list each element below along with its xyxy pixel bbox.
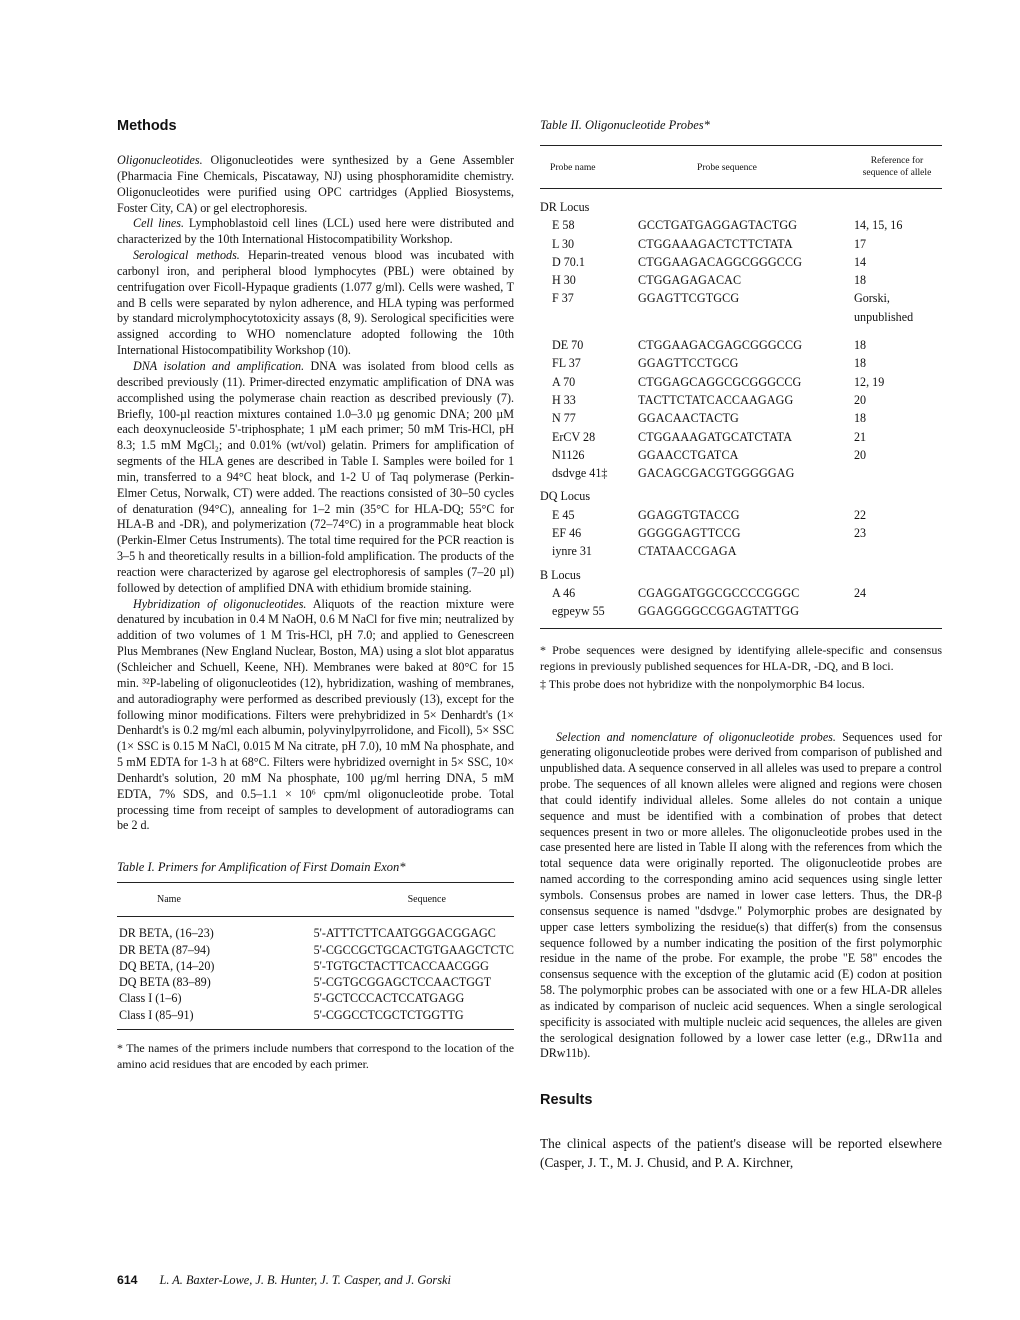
probe-reference: 14 [854, 254, 867, 269]
probe-name: E 58 [552, 218, 575, 233]
probe-reference: 14, 15, 16 [854, 218, 903, 233]
locus-row [540, 189, 942, 217]
table1-row [117, 958, 514, 974]
probe-reference: 22 [854, 507, 867, 522]
dna-text: DNA was isolated from blood cells as described previously (11). Primer-directed enzymatic amplification of DNA was accomplished using the polymerase chain reaction as described previously (7). Briefly, 100-µl reaction mixtures contained 1.0–3.0 µg genomic DNA; 200 µM each deoxynucleoside 5'-triphosphate; 1 µM each primer; 50 mM Tris-HCl, pH 8.3; 1.5 mM MgCl₂; and 0.01% (wt/vol) gelatin. Primers for amplification of segments of the HLA genes are described in Table I. Samples were boiled for 1 min, transferred to a 94°C heat block, and 1-2 U of Taq polymerase (Perkin-Elmer Cetus, Norwalk, CT) were added. The reactions consisted of 30–50 cycles of denaturation (94°C), annealing for 1–2 min (35°C for HLA-DQ; 55°C for HLA-B and -DR), and polymerization (72–74°C) in a programmable heat block (Perkin-Elmer Cetus Instruments). The total time required for the PCR reaction is 3–5 h and theoretically results in a billion-fold amplification. The products of the reaction were characterized by agarose gel electrophoresis of samples (7–20 µl) followed by detection of amplified DNA with ethidium bromide staining. [117, 358, 514, 595]
table2-footnote-2: ‡ This probe does not hybridize with the nonpolymorphic B4 locus. [540, 676, 865, 691]
oligonucleotides-text: Oligonucleotides were synthesized by a Gene Assembler (Pharmacia Fine Chemicals, Piscataway, NJ) using phosphoramidite chemistry. Oligonucleotides were purified using OPC cartridges (Applied Biosystems, Foster City, CA) or gel electrophoresis. [117, 153, 514, 215]
table1-row [117, 974, 514, 990]
table2-bottom-rule [540, 628, 942, 629]
locus-label: B Locus [540, 567, 581, 582]
probe-sequence: GGAGTTCGTGCG [638, 291, 740, 306]
probe-sequence: CTGGAAAGACTCTTCTATA [638, 236, 793, 251]
probe-reference [852, 464, 942, 482]
right-column [540, 118, 942, 1172]
probe-reference: 12, 19 [854, 374, 885, 389]
serological-text: Heparin-treated venous blood was incubated with carbonyl iron, and peripheral blood lymphocytes (PBL) were obtained by centrifugation over Ficoll-Hypaque gradients (1.077 g/ml). Cells were washed, T and B cells were separated by nylon adherence, and HLA typing was performed by standard microlymphocytotoxicity assays (8, 9). Serological specificities were assigned according to WHO nomenclature adopted following the 10th International Histocompatibility Workshop (10). [117, 248, 514, 358]
primer-name: DQ BETA (83–89) [119, 975, 211, 990]
probe-name: dsdvge 41‡ [552, 466, 608, 481]
page-number: 614 [117, 1273, 138, 1287]
probe-row [540, 409, 942, 427]
probe-reference: 18 [854, 411, 867, 426]
locus-row [540, 482, 942, 505]
probe-name: H 33 [552, 392, 576, 407]
probe-row [540, 446, 942, 464]
cell-lines-title: Cell lines. [133, 216, 184, 231]
probe-sequence: CTATAACCGAGA [638, 544, 737, 559]
cell-lines-paragraph [117, 216, 514, 248]
table1-bottom-rule [117, 1029, 514, 1030]
probe-sequence: GGAACCTGATCA [638, 447, 739, 462]
dna-title: DNA isolation and amplification. [133, 358, 305, 373]
probe-row [540, 326, 942, 354]
primer-name: DR BETA, (16–23) [119, 926, 214, 941]
probe-name: ErCV 28 [552, 429, 596, 444]
probe-name: EF 46 [552, 526, 582, 541]
table1-row [117, 942, 514, 958]
table2-header-probe-sequence: Probe sequence [697, 161, 757, 173]
primer-name: DQ BETA, (14–20) [119, 958, 215, 973]
probe-row [540, 464, 942, 482]
probe-reference: 24 [854, 585, 867, 600]
serological-title: Serological methods. [133, 248, 240, 263]
probe-sequence: GGAGGTGTACCG [638, 507, 740, 522]
table1-row [117, 917, 514, 942]
probe-reference: 17 [854, 236, 867, 251]
primer-sequence: 5'-CGCCGCTGCACTGTGAAGCTCTC [313, 942, 514, 957]
table2-header-reference: Reference for sequence of allele [862, 155, 932, 178]
probe-row [540, 235, 942, 253]
probe-name: D 70.1 [552, 254, 585, 269]
probe-row [540, 428, 942, 446]
primer-sequence: 5'-GCTCCCACTCCATGAGG [313, 991, 465, 1006]
probe-name: N1126 [552, 447, 585, 462]
primer-name: Class I (85–91) [119, 1007, 194, 1022]
probe-reference: 20 [854, 447, 867, 462]
results-heading: Results [540, 1092, 593, 1109]
probe-row [540, 271, 942, 289]
primer-sequence: 5'-CGTGCGGAGCTCCAACTGGT [313, 975, 492, 990]
probe-name: E 45 [552, 507, 575, 522]
table1-header-sequence: Sequence [407, 894, 446, 906]
probe-sequence: GCCTGATGAGGAGTACTGG [638, 218, 798, 233]
probe-name: FL 37 [552, 356, 581, 371]
probe-name: A 70 [552, 374, 576, 389]
probe-reference: 18 [854, 273, 867, 288]
table1-header-name: Name [157, 894, 181, 906]
table1-footnote: * The names of the primers include numbers that correspond to the location of the amino acid residues that are encoded by each primer. [117, 1041, 514, 1072]
serological-paragraph [117, 248, 514, 359]
probe-row [540, 542, 942, 560]
probe-row [540, 584, 942, 602]
table2 [540, 145, 942, 621]
table1 [117, 882, 514, 1023]
table1-caption: Table I. Primers for Amplification of First Domain Exon* [117, 860, 406, 875]
table1-header-row [117, 883, 514, 917]
probe-row [540, 524, 942, 542]
table1-row [117, 990, 514, 1006]
probe-row [540, 373, 942, 391]
probe-reference [852, 542, 942, 560]
table2-caption: Table II. Oligonucleotide Probes* [540, 118, 710, 132]
selection-text: Sequences used for generating oligonucleotide probes were derived from comparison of published and unpublished data. A sequence conserved in all alleles was used to prepare a control probe. The sequences of all known alleles were aligned and regions were chosen that could identify individual alleles. Some alleles do not contain a unique sequence and must be identified with a combination of probes that detect sequences present in two or more alleles. The oligonucleotide probes used in the case presented here are listed in Table II along with the references from which the total sequence data were originally reported. The oligonucleotide probes are named according to the corresponding amino acid sequences using single letter symbols. Consensus probes are named in lower case letters. Thus, the DR-β consensus sequence is named "dsdvge." Polymorphic probes are designated by upper case letters symbolizing the residue(s) that differ(s) from the consensus sequence followed by a number indicating the position of the first polymorphic residue in the name of the probe. For example, the probe "E 58" encodes the consensus sequence with the exception of the glutamic acid (E) codon at position 58. The polymorphic probes can be associated with one or a few HLA-DR alleles as indicated by comparison of nucleic acid sequences. When a single serological specificity is associated with multiple nucleic acid sequences, the alleles are given the serological designation followed by a lower case letter (e.g., DRw11a and DRw11b). [540, 729, 942, 1061]
probe-row [540, 253, 942, 271]
locus-label: DQ Locus [540, 489, 591, 504]
hybridization-title: Hybridization of oligonucleotides. [133, 596, 307, 611]
table2-footnote-1: * Probe sequences were designed by identifying allele-specific and consensus regions in previously published sequences for HLA-DR, -DQ, and B loci. [540, 642, 942, 673]
probe-reference: 20 [854, 392, 867, 407]
primer-sequence: 5'-TGTGCTACTTCACCAACGGG [313, 958, 489, 973]
locus-row [540, 561, 942, 584]
table2-header-probe-name: Probe name [550, 161, 596, 173]
probe-name: egpeyw 55 [552, 604, 605, 619]
probe-reference: 18 [854, 356, 867, 371]
probe-sequence: CTGGAAAGATGCATCTATA [638, 429, 793, 444]
selection-paragraph [540, 730, 942, 1063]
probe-sequence: CTGGAAGACAGGCGGGCCG [638, 254, 803, 269]
primer-sequence: 5'-ATTTCTTCAATGGGACGGAGC [313, 926, 496, 941]
probe-sequence: GGAGGGGCCGGAGTATTGG [638, 604, 800, 619]
table2-body [540, 189, 942, 621]
probe-sequence: CTGGAGCAGGCGCGGGCCG [638, 374, 802, 389]
primer-name: DR BETA (87–94) [119, 942, 211, 957]
probe-sequence: GGACAACTACTG [638, 411, 739, 426]
page-footer [117, 1273, 451, 1288]
probe-sequence: GACAGCGACGTGGGGGAG [638, 466, 795, 481]
probe-name: H 30 [552, 273, 576, 288]
probe-name: A 46 [552, 585, 576, 600]
probe-sequence: GGGGGAGTTCCG [638, 526, 741, 541]
running-authors: L. A. Baxter-Lowe, J. B. Hunter, J. T. Casper, and J. Gorski [159, 1273, 451, 1287]
probe-sequence: TACTTCTATCACCAAGAGG [638, 392, 794, 407]
locus-label: DR Locus [540, 200, 590, 214]
probe-sequence: GGAGTTCCTGCG [638, 356, 739, 371]
probe-name: L 30 [552, 236, 575, 251]
probe-row [540, 506, 942, 524]
dna-paragraph [117, 359, 514, 597]
hybridization-paragraph [117, 597, 514, 835]
probe-name: F 37 [552, 291, 574, 306]
table1-row [117, 1007, 514, 1023]
selection-title: Selection and nomenclature of oligonucleotide probes. [556, 729, 836, 744]
probe-row [540, 602, 942, 620]
table2-header-row [540, 146, 942, 189]
probe-sequence: CTGGAAGACGAGCGGGCCG [638, 338, 803, 353]
cell-lines-text: Lymphoblastoid cell lines (LCL) used here were distributed and characterized by the 10th International Histocompatibility Workshop. [117, 216, 515, 247]
probe-reference: 18 [854, 338, 867, 353]
probe-reference [852, 602, 942, 620]
probe-sequence: CGAGGATGGCGCCCCGGGC [638, 585, 800, 600]
hybridization-text: Aliquots of the reaction mixture were denatured by incubation in 0.4 M NaOH, 0.6 M NaCl for five min; neutralized by addition of two volumes of 1 M Tris-HCl, pH 7.0; and applied to Genescreen Plus Membranes (New England Nuclear, Boston, MA) using a slot blot apparatus (Schleicher and Schuell, Keene, NH). Membranes were baked at 80°C for 15 min. ³²P-labeling of oligonucleotides (12), hybridization, washing of membranes, and autoradiography were performed as described previously (13), except for the following minor modifications. Filters were prehybridized in 5× Denhardt's (1× Denhardt's is 0.2 mg/ml each albumin, polyvinylpyrrolidone, and Ficoll), 5× SSC (1× SSC is 0.15 M NaCl, 0.015 M Na citrate, pH 7.0), 10 mM Na phosphate, and 5 mM EDTA for 1-3 h at 68°C. Filters were hybridized overnight in 5× SSC, 10× Denhardt's solution, 20 mM Na phosphate, 100 µg/ml herring DNA, 5 mM EDTA, 7% SDS, and 0.5–1.1 × 10⁶ cpm/ml oligonucleotide probe. Total processing time from receipt of samples to development of autoradiograms can be 2 d. [117, 596, 515, 833]
oligonucleotides-paragraph [117, 153, 514, 216]
table1-body [117, 917, 514, 1023]
probe-name: N 77 [552, 411, 576, 426]
probe-reference: Gorski, unpublished [854, 291, 914, 324]
primer-sequence: 5'-CGGCCTCGCTCTGGTTG [313, 1007, 464, 1022]
probe-reference: 21 [854, 429, 867, 444]
probe-reference: 23 [854, 526, 867, 541]
probe-row [540, 216, 942, 234]
probe-name: DE 70 [552, 338, 584, 353]
oligonucleotides-title: Oligonucleotides. [117, 153, 203, 167]
probe-row [540, 289, 942, 326]
methods-heading: Methods [117, 118, 177, 134]
results-paragraph: The clinical aspects of the patient's disease will be reported elsewhere (Casper, J. T., M. J. Chusid, and P. A. Kirchner, [540, 1136, 942, 1170]
probe-name: iynre 31 [552, 544, 592, 559]
left-column [117, 118, 514, 1072]
probe-sequence: CTGGAGAGACAC [638, 273, 742, 288]
probe-row [540, 354, 942, 372]
primer-name: Class I (1–6) [119, 991, 182, 1006]
probe-row [540, 391, 942, 409]
